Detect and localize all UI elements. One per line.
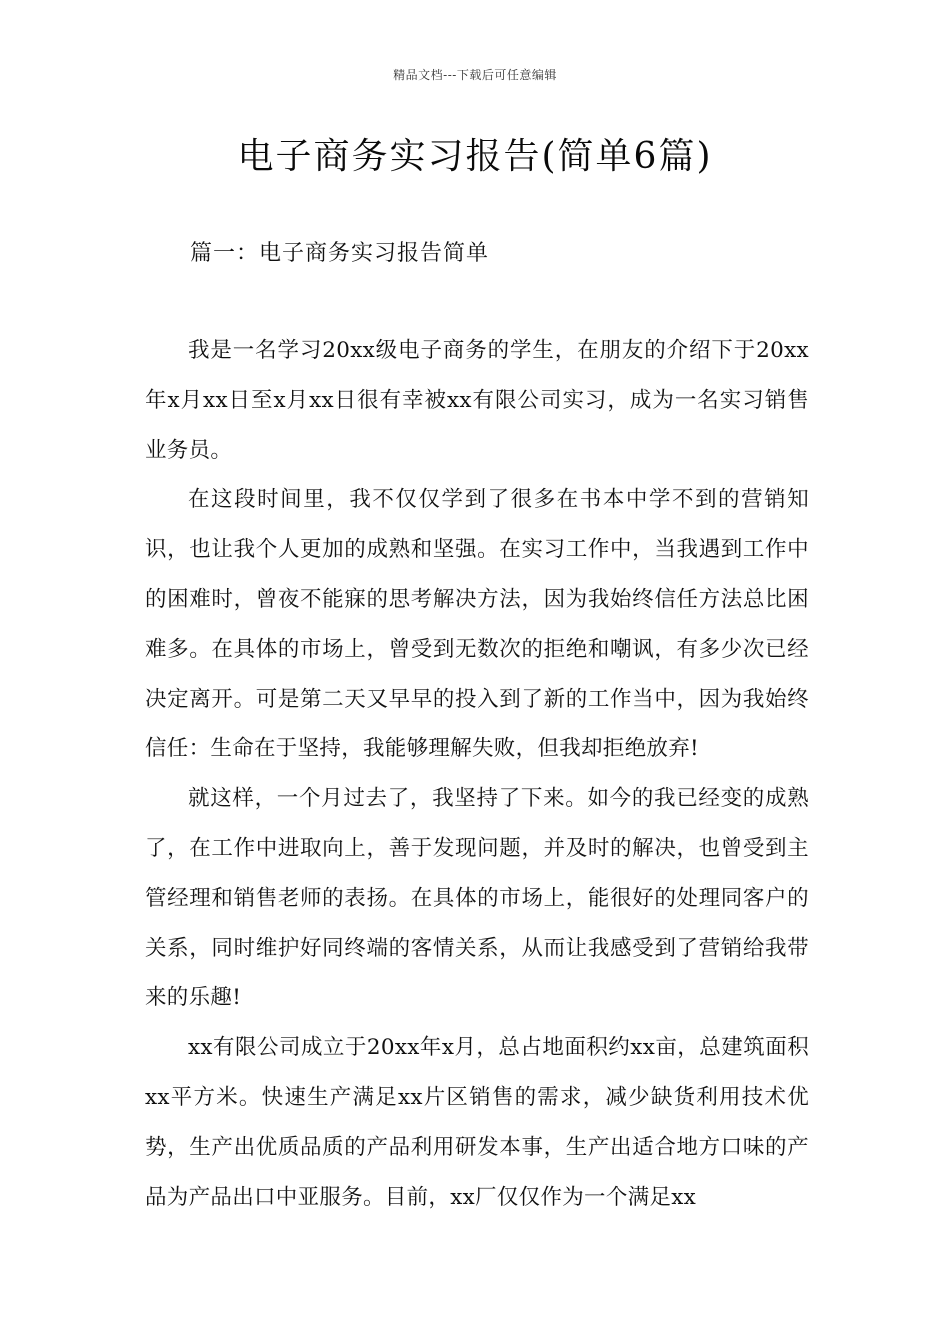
body-text [145,326,809,1222]
document-title: 电子商务实习报告(简单6篇) [237,136,713,177]
header-note: 精品文档---下载后可任意编辑 [393,68,557,82]
paragraph-3: 就这样，一个月过去了，我坚持了下来。如今的我已经变的成熟了，在工作中进取向上，善于发现问题，并及时的解决，也曾受到主管经理和销售老师的表扬。在具体的市场上，能很好的处理同客户的关系，同时维护好同终端的客情关系，从而让我感受到了营销给我带来的乐趣! [145,786,809,1011]
paragraph-4: xx有限公司成立于20xx年x月，总占地面积约xx亩，总建筑面积xx平方米。快速生产满足xx片区销售的需求，减少缺货利用技术优势，生产出优质品质的产品利用研发本事，生产出适合地方口味的产品为产品出口中亚服务。目前，xx厂仅仅作为一个满足xx [145,1035,809,1210]
section-heading: 篇一：电子商务实习报告简单 [190,241,490,266]
paragraph-1: 我是一名学习20xx级电子商务的学生，在朋友的介绍下于20xx年x月xx日至x月xx日很有幸被xx有限公司实习，成为一名实习销售业务员。 [145,338,809,463]
paragraph-2: 在这段时间里，我不仅仅学到了很多在书本中学不到的营销知识，也让我个人更加的成熟和坚强。在实习工作中，当我遇到工作中的困难时，曾夜不能寐的思考解决方法，因为我始终信任方法总比困难多。在具体的市场上，曾受到无数次的拒绝和嘲讽，有多少次已经决定离开。可是第二天又早早的投入到了新的工作当中，因为我始终信任：生命在于坚持，我能够理解失败，但我却拒绝放弃! [145,487,809,762]
